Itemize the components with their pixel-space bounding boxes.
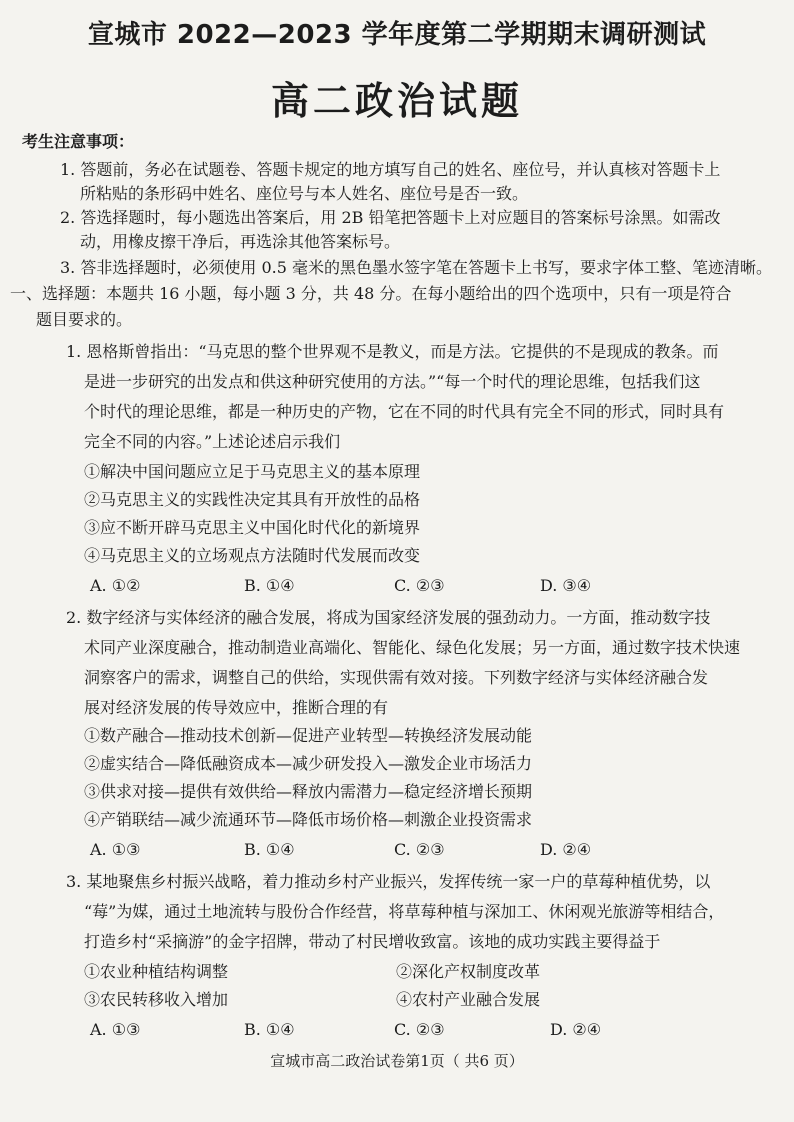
notice-item-2-line-2: 动，用橡皮擦干净后，再选涂其他答案标号。 <box>80 232 401 251</box>
q1-stem-line-4: 完全不同的内容。”上述论述启示我们 <box>84 432 341 451</box>
q2-statement-3: ③供求对接—提供有效供给—释放内需潜力—稳定经济增长预期 <box>84 782 533 801</box>
q3-statement-1: ①农业种植结构调整 <box>84 962 229 981</box>
section-heading-line-2: 题目要求的。 <box>36 310 133 329</box>
q2-statement-2: ②虚实结合—降低融资成本—减少研发投入—激发企业市场活力 <box>84 754 533 773</box>
exam-subject-title: 高二政治试题 <box>270 79 523 123</box>
notice-item-1-line-1: 1. 答题前，务必在试题卷、答题卡规定的地方填写自己的姓名、座位号，并认真核对答题卡上 <box>60 160 721 179</box>
q2-stem-line-2: 术同产业深度融合，推动制造业高端化、智能化、绿色化发展；另一方面，通过数字技术快速 <box>84 638 741 657</box>
q1-option-a: A. ①② <box>90 576 141 595</box>
q3-option-a: A. ①③ <box>90 1020 141 1039</box>
q3-statement-2: ②深化产权制度改革 <box>396 962 541 981</box>
q3-stem-line-2: “莓”为媒，通过土地流转与股份合作经营，将草莓种植与深加工、休闲观光旅游等相结合， <box>84 902 725 921</box>
q1-statement-1: ①解决中国问题应立足于马克思主义的基本原理 <box>84 462 421 481</box>
q3-option-c: C. ②③ <box>394 1020 445 1039</box>
section-heading-line-1: 一、选择题：本题共 16 小题，每小题 3 分，共 48 分。在每小题给出的四个选项中，只有一项是符合 <box>10 284 732 303</box>
q3-statement-3: ③农民转移收入增加 <box>84 990 229 1009</box>
q2-option-b: B. ①④ <box>244 840 295 859</box>
q3-option-b: B. ①④ <box>244 1020 295 1039</box>
exam-title: 宣城市 2022—2023 学年度第二学期期末调研测试 <box>87 20 707 50</box>
q1-statement-2: ②马克思主义的实践性决定其具有开放性的品格 <box>84 490 421 509</box>
notice-heading: 考生注意事项： <box>22 132 135 151</box>
notice-item-3-line-1: 3. 答非选择题时，必须使用 0.5 毫米的黑色墨水签字笔在答题卡上书写，要求字体工整、笔迹清晰。 <box>60 258 772 277</box>
notice-item-2-line-1: 2. 答选择题时，每小题选出答案后，用 2B 铅笔把答题卡上对应题目的答案标号涂黑。如需改 <box>60 208 721 227</box>
q1-stem-line-2: 是进一步研究的出发点和供这种研究使用的方法。”“每一个时代的理论思维，包括我们这 <box>84 372 701 391</box>
q1-statement-4: ④马克思主义的立场观点方法随时代发展而改变 <box>84 546 421 565</box>
q3-option-d: D. ②④ <box>550 1020 602 1039</box>
q1-option-d: D. ③④ <box>540 576 592 595</box>
q2-statement-1: ①数产融合—推动技术创新—促进产业转型—转换经济发展动能 <box>84 726 533 745</box>
q2-statement-4: ④产销联结—减少流通环节—降低市场价格—刺激企业投资需求 <box>84 810 533 829</box>
q2-stem-line-3: 洞察客户的需求，调整自己的供给，实现供需有效对接。下列数字经济与实体经济融合发 <box>84 668 709 687</box>
q1-option-c: C. ②③ <box>394 576 445 595</box>
q1-option-b: B. ①④ <box>244 576 295 595</box>
q1-stem-line-1: 1. 恩格斯曾指出：“马克思的整个世界观不是教义，而是方法。它提供的不是现成的教条。而 <box>66 342 719 361</box>
page-footer: 宣城市高二政治试卷第1页（ 共6 页） <box>270 1052 524 1070</box>
q3-stem-line-1: 3. 某地聚焦乡村振兴战略，着力推动乡村产业振兴，发挥传统一家一户的草莓种植优势，以 <box>66 872 711 891</box>
q1-statement-3: ③应不断开辟马克思主义中国化时代化的新境界 <box>84 518 421 537</box>
q2-option-c: C. ②③ <box>394 840 445 859</box>
notice-item-1-line-2: 所粘贴的条形码中姓名、座位号与本人姓名、座位号是否一致。 <box>80 184 529 203</box>
q2-stem-line-1: 2. 数字经济与实体经济的融合发展，将成为国家经济发展的强劲动力。一方面，推动数字技 <box>66 608 711 627</box>
q2-option-d: D. ②④ <box>540 840 592 859</box>
q2-option-a: A. ①③ <box>90 840 141 859</box>
q3-stem-line-3: 打造乡村“采摘游”的金字招牌，带动了村民增收致富。该地的成功实践主要得益于 <box>84 932 661 951</box>
q2-stem-line-4: 展对经济发展的传导效应中，推断合理的有 <box>84 698 389 717</box>
q1-stem-line-3: 个时代的理论思维，都是一种历史的产物，它在不同的时代具有完全不同的形式，同时具有 <box>84 402 725 421</box>
q3-statement-4: ④农村产业融合发展 <box>396 990 541 1009</box>
